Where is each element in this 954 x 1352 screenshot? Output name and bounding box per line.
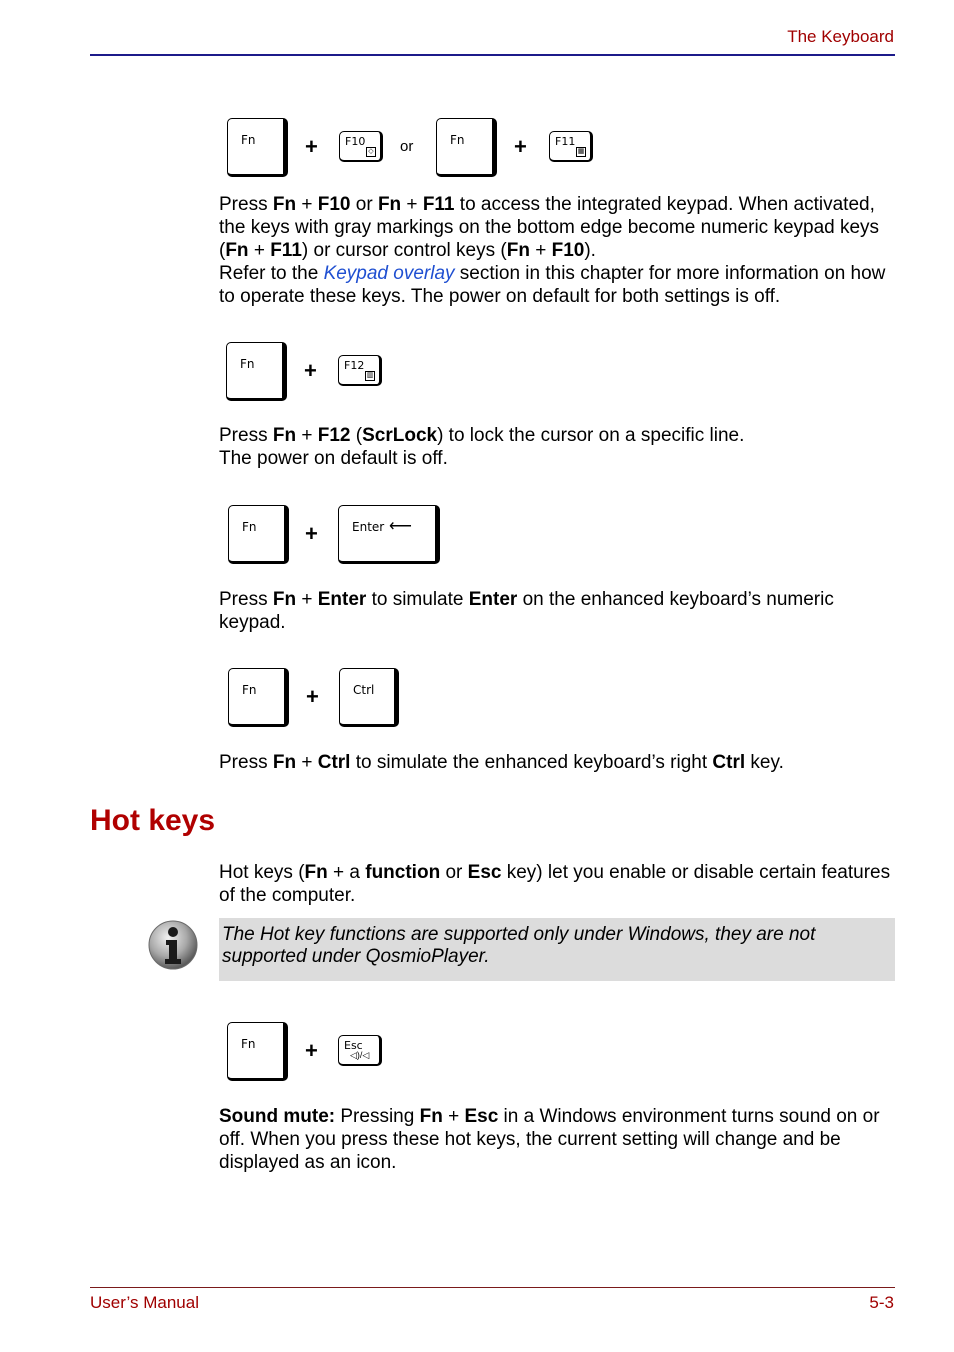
text: + <box>296 752 318 773</box>
text: to access the integrated keypad. When activated, the keys with gray markings on the bottom edge become numeric keypad keys ( <box>219 194 880 261</box>
f12-key-illustration <box>338 355 382 386</box>
enter-arrow-icon: ⟵ <box>389 518 412 535</box>
bold-text: Fn <box>272 752 297 773</box>
key-label: F12 <box>344 359 365 372</box>
fn-key-illustration <box>228 505 289 564</box>
text: Pressing <box>335 1106 420 1127</box>
text: + a <box>327 862 366 883</box>
ctrl-key-illustration <box>339 668 399 727</box>
bold-text: Fn <box>225 240 249 261</box>
plus-sign: + <box>306 684 319 709</box>
key-label: Fn <box>242 520 257 534</box>
text: in a Windows environment turns sound on or off. When you press these hot keys, the current setting will change and be displayed as an icon. <box>219 1106 880 1173</box>
plus-sign: + <box>304 358 317 383</box>
page-number: 5-3 <box>869 1293 894 1312</box>
text: ( <box>350 425 363 446</box>
text: Press <box>219 425 273 446</box>
key-label: Fn <box>242 683 257 697</box>
paragraph-hot-keys-intro <box>219 861 899 907</box>
text: Refer to the <box>219 263 324 284</box>
fn-key-illustration <box>228 668 289 727</box>
text: on the enhanced keyboard’s numeric keypad. <box>219 589 834 633</box>
key-label: Ctrl <box>353 683 375 697</box>
text: Press <box>219 589 273 610</box>
bold-text: F10 <box>551 240 585 261</box>
bold-text: function <box>365 862 441 883</box>
note-text: The Hot key functions are supported only under Windows, they are not supported under QosmioPlayer. <box>222 924 816 967</box>
key-label: Fn <box>241 133 256 147</box>
bold-text: Enter <box>468 589 518 610</box>
text: + <box>401 194 423 215</box>
bold-text: Fn <box>272 194 297 215</box>
key-label: Esc <box>344 1039 363 1052</box>
text: key. <box>745 752 784 773</box>
key-label: F10 <box>345 135 366 148</box>
section-heading-hot-keys: Hot keys <box>90 804 216 837</box>
text: section in this chapter for more information on how to operate these keys. The power on default for both settings is off. <box>219 263 886 307</box>
paragraph-keypad <box>219 193 899 308</box>
text: key) let you enable or disable certain features of the computer. <box>219 862 891 906</box>
bold-text: Fn <box>272 589 297 610</box>
text: + <box>296 589 318 610</box>
bold-text: Ctrl <box>317 752 351 773</box>
bold-text: Ctrl <box>712 752 746 773</box>
bold-text: F12 <box>317 425 351 446</box>
key-label: F11 <box>555 135 576 148</box>
paragraph-ctrl <box>219 751 899 774</box>
or-label: or <box>400 138 414 155</box>
plus-sign: + <box>305 134 318 159</box>
bold-text: Enter <box>317 589 367 610</box>
info-icon <box>147 919 199 971</box>
text: + <box>442 1106 465 1127</box>
keypad-overlay-link[interactable]: Keypad overlay <box>323 263 455 284</box>
plus-sign: + <box>514 134 527 159</box>
text: ). <box>584 240 596 261</box>
text: + <box>248 240 271 261</box>
text: ) to lock the cursor on a specific line. <box>437 425 745 446</box>
bold-text: Sound mute: <box>219 1106 336 1127</box>
plus-sign: + <box>305 521 318 546</box>
text: to simulate the enhanced keyboard’s right <box>350 752 713 773</box>
bold-text: F11 <box>422 194 455 215</box>
bold-text: Esc <box>467 862 502 883</box>
plus-sign: + <box>305 1038 318 1063</box>
text: + <box>529 240 552 261</box>
text: Hot keys ( <box>219 862 305 883</box>
speaker-mute-icon: ◁)/◁ <box>350 1050 370 1060</box>
text: The power on default is off. <box>219 448 448 469</box>
fn-key-illustration <box>227 1022 288 1081</box>
bold-text: Fn <box>377 194 402 215</box>
fn-key-illustration <box>436 118 497 177</box>
fn-key-illustration <box>226 342 287 401</box>
key-label: Fn <box>450 133 465 147</box>
text: + <box>296 194 318 215</box>
footer-rule <box>90 1287 895 1288</box>
paragraph-enter <box>219 588 899 634</box>
keypad-glyph-icon: ▦ <box>577 148 585 155</box>
keypad-glyph-icon: ◇ <box>366 147 376 157</box>
esc-key-illustration <box>338 1035 382 1066</box>
key-label: Fn <box>240 357 255 371</box>
bold-text: Fn <box>272 425 297 446</box>
bold-text: Fn <box>419 1106 443 1127</box>
scroll-lock-glyph-icon: ▥ <box>366 372 374 379</box>
bold-text: ScrLock <box>362 425 438 446</box>
paragraph-sound-mute <box>219 1105 899 1174</box>
enter-key-illustration <box>338 505 440 564</box>
paragraph-scrlock <box>219 424 899 470</box>
text: to simulate <box>366 589 469 610</box>
running-header: The Keyboard <box>787 27 894 46</box>
text: or <box>350 194 378 215</box>
text: + <box>296 425 318 446</box>
bold-text: Fn <box>506 240 530 261</box>
text: or <box>440 862 468 883</box>
text: Press <box>219 752 273 773</box>
f10-key-illustration <box>339 131 383 162</box>
key-label: Fn <box>241 1037 256 1051</box>
bold-text: Esc <box>464 1106 499 1127</box>
header-rule <box>90 54 895 56</box>
key-label: Enter <box>352 520 385 534</box>
text: ) or cursor control keys ( <box>301 240 507 261</box>
bold-text: F11 <box>270 240 302 261</box>
text: Press <box>219 194 273 215</box>
footer-manual-title: User’s Manual <box>90 1293 199 1312</box>
fn-key-illustration <box>227 118 288 177</box>
f11-key-illustration <box>549 131 593 162</box>
bold-text: F10 <box>317 194 351 215</box>
bold-text: Fn <box>304 862 328 883</box>
